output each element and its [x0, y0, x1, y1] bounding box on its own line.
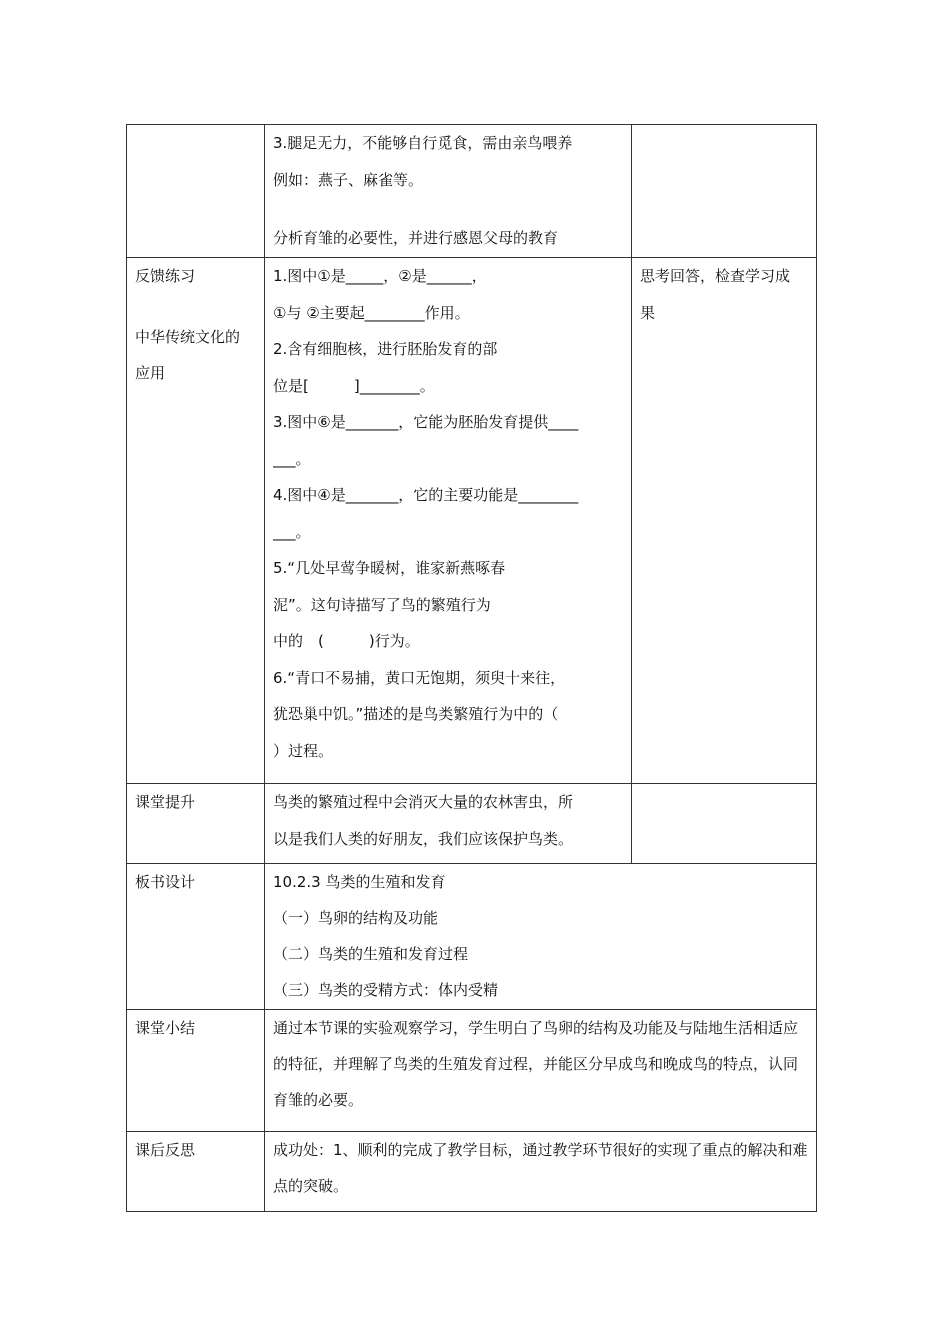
- question-line: 1.图中①是_____，②是______，: [273, 267, 487, 285]
- label-line: 课堂提升: [135, 793, 196, 811]
- note-line: 思考回答，检查学习成: [640, 267, 791, 285]
- lesson-plan-table: [126, 124, 817, 1212]
- question-line: ___。: [273, 449, 311, 468]
- row-content: [265, 125, 632, 258]
- table-row-summary: [127, 1010, 817, 1132]
- table-row-continuation: [127, 125, 817, 258]
- board-line: （一）鸟卵的结构及功能: [273, 909, 439, 927]
- content-line: 分析育雏的必要性，并进行感恩父母的教育: [273, 229, 559, 247]
- label-line: 课堂小结: [135, 1019, 196, 1037]
- question-line: ___。: [273, 522, 311, 541]
- note-line: 果: [640, 303, 656, 322]
- row-content: [265, 864, 817, 1010]
- blank-line: [273, 198, 623, 220]
- content-line: 3.腿足无力，不能够自行觅食，需由亲鸟喂养: [273, 134, 573, 152]
- question-line: 位是[ ]________。: [273, 376, 435, 395]
- content-line: 以是我们人类的好朋友，我们应该保护鸟类。: [273, 829, 574, 848]
- table-row-board: [127, 864, 817, 1010]
- question-line: ①与 ②主要起________作用。: [273, 303, 470, 322]
- question-line: 6.“青口不易捕，黄口无饱期，须臾十来往，: [273, 668, 566, 687]
- summary-text: 通过本节课的实验观察学习，学生明白了鸟卵的结构及功能及与陆地生活相适应的特征，并理解了鸟类的生殖发育过程，并能区分早成鸟和晚成鸟的特点，认同育雏的必要。: [273, 1019, 799, 1109]
- row-content: [265, 1132, 817, 1212]
- row-note: [632, 258, 817, 784]
- row-label: [127, 784, 265, 864]
- label-line: 板书设计: [135, 873, 196, 891]
- board-line: （三）鸟类的受精方式：体内受精: [273, 981, 499, 999]
- question-line: 泥”。这句诗描写了鸟的繁殖行为: [273, 595, 491, 614]
- row-label: [127, 1132, 265, 1212]
- table-row-reflection: [127, 1132, 817, 1212]
- row-content: [265, 784, 632, 864]
- question-line: 2.含有细胞核，进行胚胎发育的部: [273, 340, 498, 358]
- question-line: 中的 ( )行为。: [273, 632, 420, 650]
- row-content: [265, 258, 632, 784]
- label-line: 反馈练习: [135, 267, 196, 285]
- content-line: 例如：燕子、麻雀等。: [273, 170, 424, 189]
- question-line: 5.“几处早莺争暖树，谁家新燕啄春: [273, 559, 506, 577]
- row-label: [127, 864, 265, 1010]
- row-label: [127, 125, 265, 258]
- question-line: 4.图中④是_______，它的主要功能是________: [273, 486, 579, 504]
- row-label: [127, 1010, 265, 1132]
- row-content: [265, 1010, 817, 1132]
- board-line: （二）鸟类的生殖和发育过程: [273, 945, 469, 963]
- label-line: 课后反思: [135, 1141, 196, 1159]
- question-line: ）过程。: [273, 741, 334, 760]
- label-line: 中华传统文化的: [135, 327, 241, 346]
- table-row-improve: [127, 784, 817, 864]
- reflection-text: 成功处：1、顺利的完成了教学目标，通过教学环节很好的实现了重点的解决和难点的突破。: [273, 1141, 808, 1195]
- row-note: [632, 784, 817, 864]
- question-line: 犹恐巢中饥。”描述的是鸟类繁殖行为中的（: [273, 705, 559, 723]
- table-row-feedback: [127, 258, 817, 784]
- label-line: 应用: [135, 364, 166, 382]
- question-line: 3.图中⑥是_______，它能为胚胎发育提供____: [273, 413, 579, 431]
- board-line: 10.2.3 鸟类的生殖和发育: [273, 873, 446, 891]
- row-label: [127, 258, 265, 784]
- row-note: [632, 125, 817, 258]
- content-line: 鸟类的繁殖过程中会消灭大量的农林害虫，所: [273, 793, 574, 811]
